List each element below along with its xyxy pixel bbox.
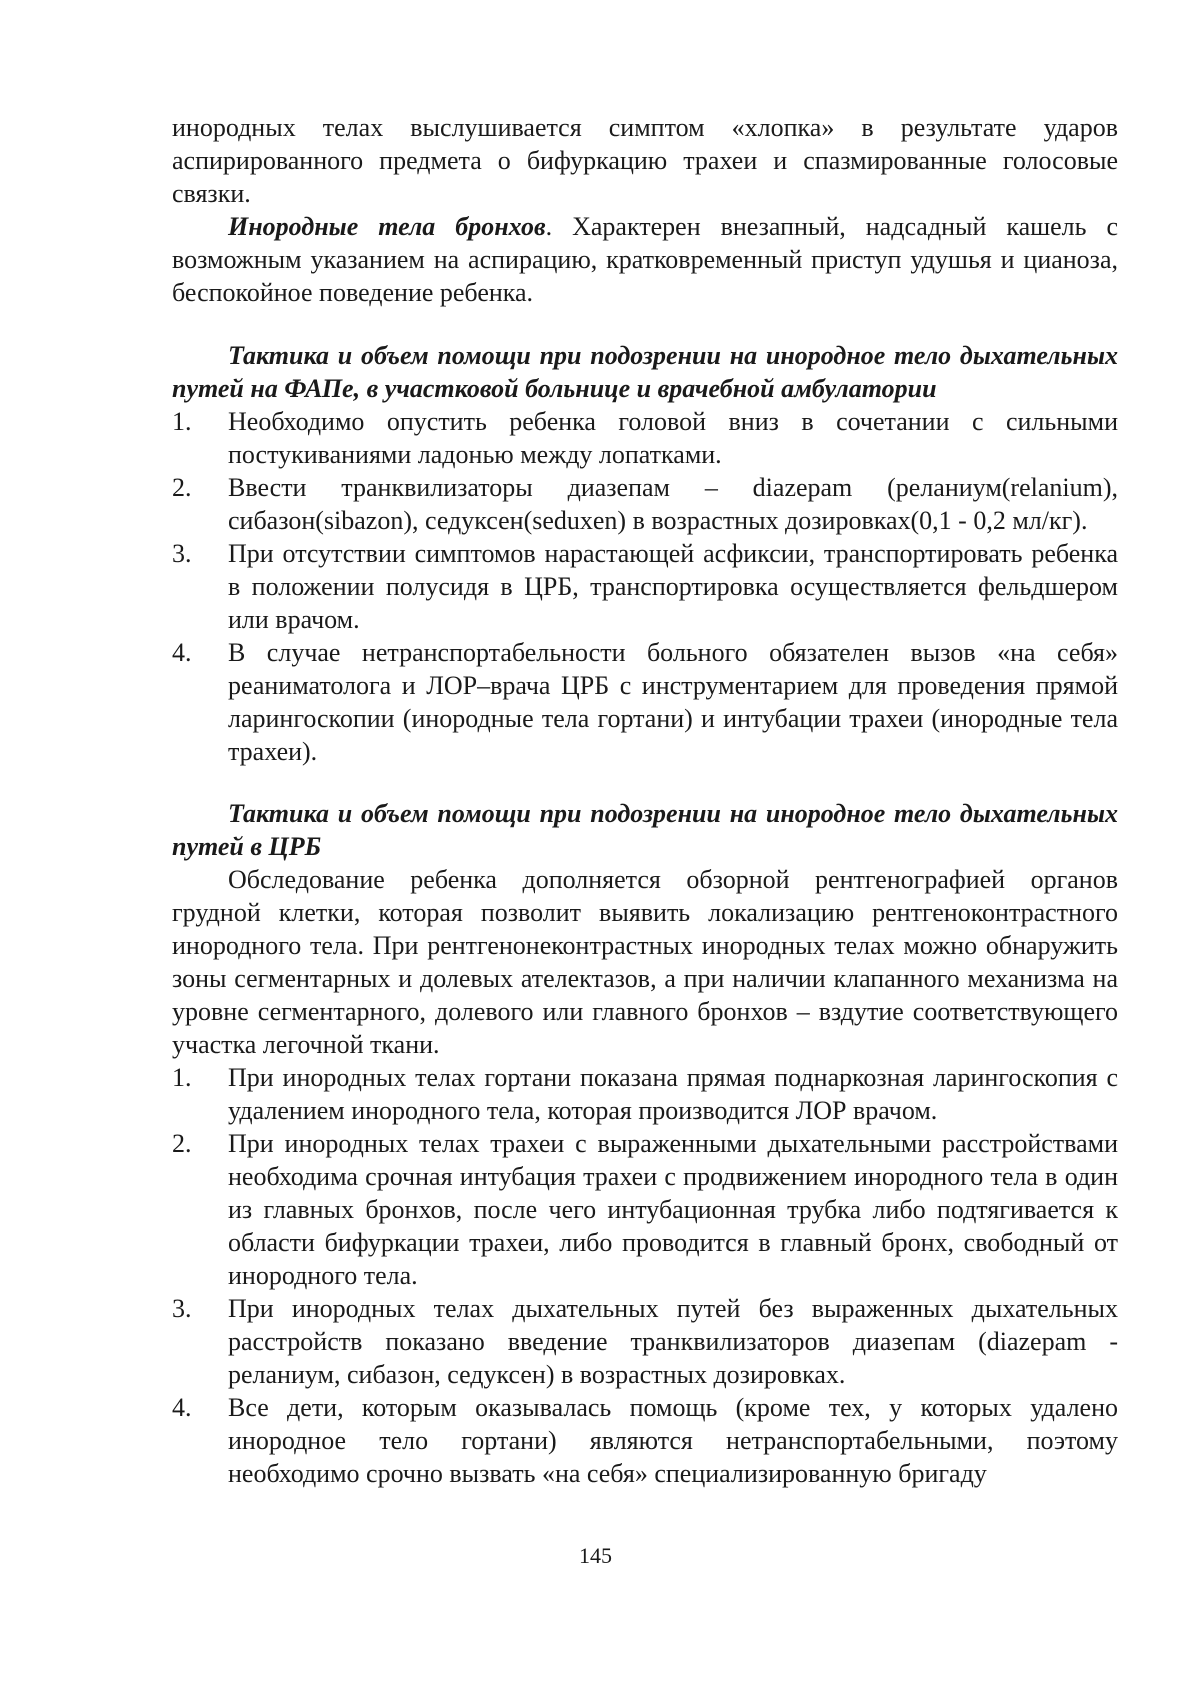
page-content bbox=[172, 111, 1118, 1490]
bronchi-lead: Инородные тела бронхов bbox=[228, 212, 546, 241]
list-item bbox=[172, 405, 1118, 471]
list-item bbox=[172, 1127, 1118, 1292]
list-item-number: 2. bbox=[172, 473, 192, 502]
list-item-number: 4. bbox=[172, 1393, 192, 1422]
list-item-text: При инородных телах трахеи с выраженными дыхательными расстройствами необходима срочная интубация трахеи с продвижением инородного тела в один из главных бронхов, после чего интубационная трубка либо подтягивается к области бифуркации трахеи, либо проводится в главный бронх, свободный от инородного тела. bbox=[228, 1129, 1118, 1290]
list-item-text: Все дети, которым оказывалась помощь (кроме тех, у которых удалено инородное тело гортани) являются нетранспортабельными, поэтому необходимо срочно вызвать «на себя» специализированную бригаду bbox=[228, 1393, 1118, 1488]
list-item-number: 3. bbox=[172, 539, 192, 568]
bronchi-text: . Характерен внезапный, надсадный кашель с возможным указанием на аспирацию, кратковременный приступ удушья и цианоза, беспокойное поведение ребенка. bbox=[172, 212, 1119, 307]
list-item-number: 3. bbox=[172, 1294, 192, 1323]
list-item-text: В случае нетранспортабельности больного обязателен вызов «на себя» реаниматолога и ЛОР–врача ЦРБ с инструментарием для проведения прямой ларингоскопии (инородные тела гортани) и интубации трахеи (инородные тела трахеи). bbox=[228, 638, 1118, 766]
list-item-text: При инородных телах дыхательных путей без выраженных дыхательных расстройств показано введение транквилизаторов диазепам (diazepam - реланиум, сибазон, седуксен) в возрастных дозировках. bbox=[228, 1294, 1118, 1389]
section-heading-fap bbox=[172, 339, 1118, 405]
bronchi-paragraph bbox=[172, 210, 1118, 309]
crb-steps-list bbox=[172, 1061, 1118, 1490]
list-item bbox=[172, 537, 1118, 636]
list-item-text: При инородных телах гортани показана прямая поднаркозная ларингоскопия с удалением инородного тела, которая производится ЛОР врачом. bbox=[228, 1063, 1118, 1125]
list-item bbox=[172, 1061, 1118, 1127]
list-item-text: При отсутствии симптомов нарастающей асфиксии, транспортировать ребенка в положении полусидя в ЦРБ, транспортировка осуществляется фельдшером или врачом. bbox=[228, 539, 1118, 634]
list-item bbox=[172, 471, 1118, 537]
list-item-number: 1. bbox=[172, 407, 192, 436]
crb-paragraph: Обследование ребенка дополняется обзорной рентгенографией органов грудной клетки, которая позволит выявить локализацию рентгеноконтрастного инородного тела. При рентгенонеконтрастных инородных телах можно обнаружить зоны сегментарных и долевых ателектазов, а при наличии клапанного механизма на уровне сегментарного, долевого или главного бронхов – вздутие соответствующего участка легочной ткани. bbox=[172, 865, 1118, 1059]
list-item bbox=[172, 1292, 1118, 1391]
list-item-text: Ввести транквилизаторы диазепам – diazepam (реланиум(relanium), сибазон(sibazon), седуксен(seduxen) в возрастных дозировках(0,1 - 0,2 мл/кг). bbox=[228, 473, 1118, 535]
list-item bbox=[172, 636, 1118, 768]
section-heading-fap-text: Тактика и объем помощи при подозрении на инородное тело дыхательных путей на ФАПе, в участковой больнице и врачебной амбулатории bbox=[172, 341, 1118, 403]
list-item-number: 4. bbox=[172, 638, 192, 667]
section-heading-crb-text: Тактика и объем помощи при подозрении на инородное тело дыхательных путей в ЦРБ bbox=[172, 799, 1118, 861]
section-heading-crb bbox=[172, 797, 1118, 863]
intro-paragraph: инородных телах выслушивается симптом «хлопка» в результате ударов аспирированного предмета о бифуркацию трахеи и спазмированные голосовые связки. bbox=[172, 113, 1118, 208]
list-item bbox=[172, 1391, 1118, 1490]
fap-steps-list bbox=[172, 405, 1118, 768]
page-number: 145 bbox=[579, 1543, 612, 1568]
list-item-number: 2. bbox=[172, 1129, 192, 1158]
list-item-number: 1. bbox=[172, 1063, 192, 1092]
list-item-text: Необходимо опустить ребенка головой вниз в сочетании с сильными постукиваниями ладонью между лопатками. bbox=[228, 407, 1118, 469]
